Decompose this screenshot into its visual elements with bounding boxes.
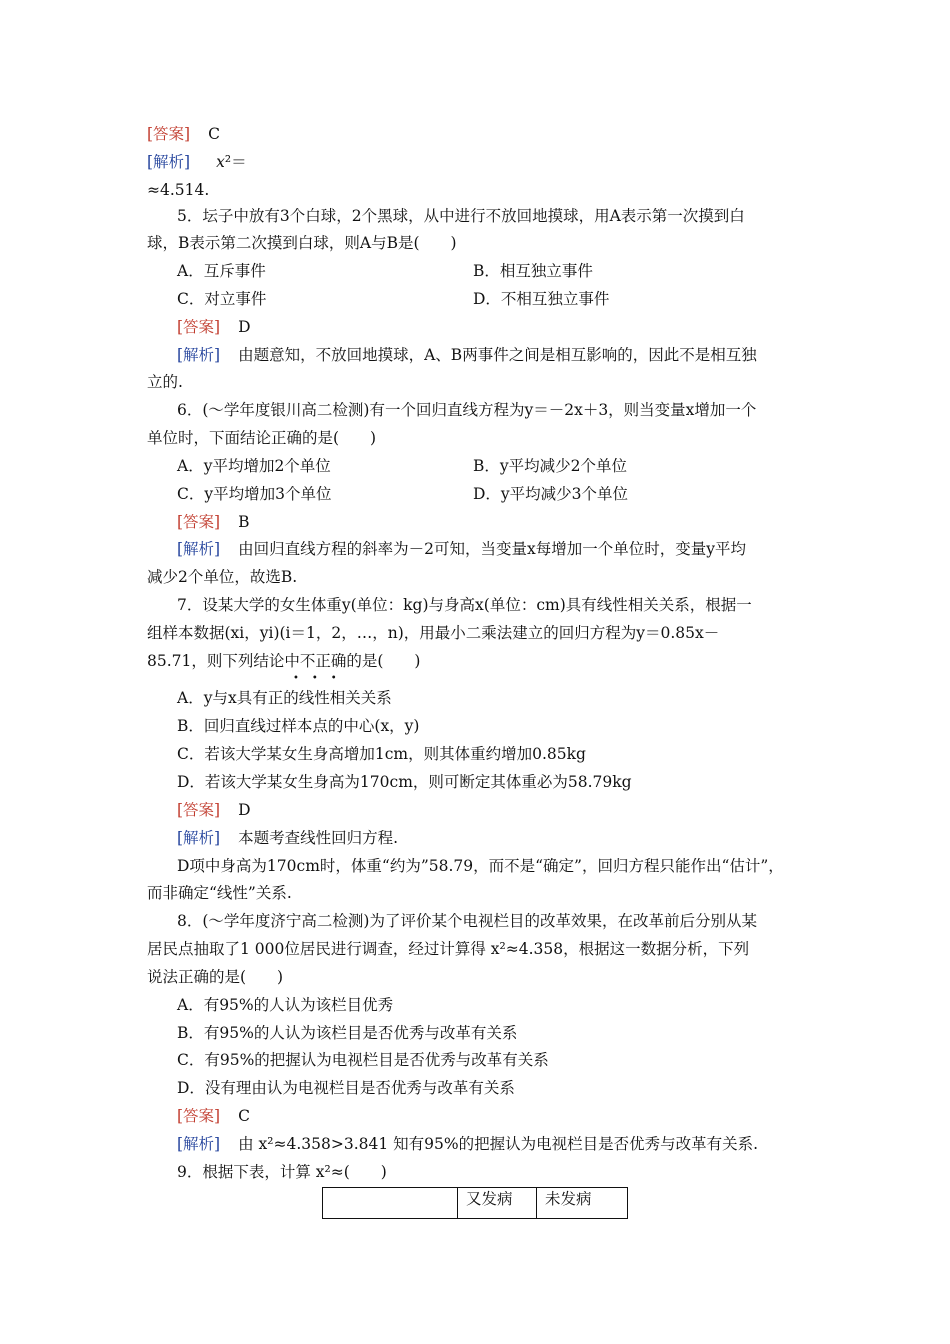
answer-tag: [答案] bbox=[177, 801, 221, 819]
q5-stem-1: 5．坛子中放有3个白球，2个黑球，从中进行不放回地摸球，用A表示第一次摸到白 bbox=[177, 207, 745, 225]
analysis-tag: [解析] bbox=[177, 346, 221, 364]
q7-option-d: D．若该大学某女生身高为170cm，则可断定其体重必为58.79kg bbox=[177, 773, 632, 791]
q6-option-d: D．y平均减少3个单位 bbox=[473, 485, 629, 503]
q7-analysis-line bbox=[177, 828, 398, 848]
table-header-cell: 又发病 bbox=[458, 1188, 537, 1219]
q5-option-a: A．互斥事件 bbox=[177, 262, 266, 280]
q6-analysis-1: 由回归直线方程的斜率为－2可知，当变量x每增加一个单位时，变量y平均 bbox=[238, 540, 746, 558]
q5-answer: D bbox=[238, 318, 251, 336]
q5-option-d: D．不相互独立事件 bbox=[473, 290, 610, 308]
q6-analysis-2: 减少2个单位，故选B. bbox=[147, 568, 298, 586]
q8-option-d: D．没有理由认为电视栏目是否优秀与改革有关系 bbox=[177, 1079, 515, 1097]
q4-result: ≈4.514. bbox=[147, 181, 210, 199]
table-row bbox=[323, 1188, 628, 1219]
q9-stem: 9．根据下表，计算 x²≈( ) bbox=[177, 1163, 387, 1181]
q8-answer-line bbox=[177, 1106, 250, 1126]
q8-option-c: C．有95%的把握认为电视栏目是否优秀与改革有关系 bbox=[177, 1051, 549, 1069]
answer-tag: [答案] bbox=[177, 1107, 221, 1125]
q6-analysis-line bbox=[177, 539, 746, 559]
q8-stem-3: 说法正确的是( ) bbox=[147, 968, 284, 986]
q5-analysis-2: 立的. bbox=[147, 373, 183, 391]
q7-stem-3: 85.71，则下列结论中不正确的是( ) bbox=[147, 652, 421, 670]
q6-option-c: C．y平均增加3个单位 bbox=[177, 485, 332, 503]
q6-stem-2: 单位时，下面结论正确的是( ) bbox=[147, 429, 377, 447]
q8-analysis-line bbox=[177, 1134, 758, 1154]
q9-table bbox=[322, 1187, 628, 1219]
q5-analysis-line bbox=[177, 345, 757, 365]
q4-answer-line bbox=[147, 124, 220, 144]
q8-stem-2: 居民点抽取了1 000位居民进行调查，经过计算得 x²≈4.358，根据这一数据分析，下列 bbox=[147, 940, 750, 958]
answer-tag: [答案] bbox=[177, 513, 221, 531]
analysis-tag: [解析] bbox=[147, 153, 191, 171]
answer-tag: [答案] bbox=[147, 125, 191, 143]
q4-analysis-var: x bbox=[216, 153, 225, 171]
q7-analysis: 本题考查线性回归方程. bbox=[238, 829, 399, 847]
q8-stem-1: 8．(～学年度济宁高二检测)为了评价某个电视栏目的改革效果，在改革前后分别从某 bbox=[177, 912, 757, 930]
table-header-cell: 未发病 bbox=[537, 1188, 628, 1219]
q6-answer-line bbox=[177, 512, 250, 532]
table-header-cell bbox=[323, 1188, 458, 1219]
q4-analysis-line bbox=[147, 152, 247, 172]
q4-analysis-tail: ²＝ bbox=[224, 153, 247, 171]
q5-option-c: C．对立事件 bbox=[177, 290, 267, 308]
q7-answer: D bbox=[238, 801, 251, 819]
q7-option-a: A．y与x具有正的线性相关关系 bbox=[177, 689, 392, 707]
q6-stem-1: 6．(～学年度银川高二检测)有一个回归直线方程为y＝－2x＋3，则当变量x增加一个 bbox=[177, 401, 757, 419]
q7-stem-1: 7．设某大学的女生体重y(单位：kg)与身高x(单位：cm)具有线性相关关系，根据一 bbox=[177, 596, 752, 614]
q7-note-1: D项中身高为170cm时，体重“约为”58.79，而不是“确定”，回归方程只能作出“估计”， bbox=[177, 857, 784, 875]
q7-option-c: C．若该大学某女生身高增加1cm，则其体重约增加0.85kg bbox=[177, 745, 586, 763]
q5-analysis-1: 由题意知，不放回地摸球，A、B两事件之间是相互影响的，因此不是相互独 bbox=[238, 346, 757, 364]
q7-stem-2: 组样本数据(xi，yi)(i＝1，2，…，n)，用最小二乘法建立的回归方程为y＝0.85x－ bbox=[147, 624, 720, 642]
q8-option-b: B．有95%的人认为该栏目是否优秀与改革有关系 bbox=[177, 1024, 518, 1042]
q4-answer: C bbox=[208, 125, 220, 143]
q7-option-b: B．回归直线过样本点的中心(x，y) bbox=[177, 717, 420, 735]
analysis-tag: [解析] bbox=[177, 829, 221, 847]
q6-option-a: A．y平均增加2个单位 bbox=[177, 457, 331, 475]
q7-answer-line bbox=[177, 800, 251, 820]
q6-option-b: B．y平均减少2个单位 bbox=[473, 457, 628, 475]
q5-answer-line bbox=[177, 317, 251, 337]
q7-note-2: 而非确定“线性”关系. bbox=[147, 884, 292, 902]
q8-answer: C bbox=[238, 1107, 250, 1125]
analysis-tag: [解析] bbox=[177, 1135, 221, 1153]
answer-tag: [答案] bbox=[177, 318, 221, 336]
q8-option-a: A．有95%的人认为该栏目优秀 bbox=[177, 996, 394, 1014]
q8-analysis: 由 x²≈4.358>3.841 知有95%的把握认为电视栏目是否优秀与改革有关系. bbox=[238, 1135, 759, 1153]
q5-stem-2: 球，B表示第二次摸到白球，则A与B是( ) bbox=[147, 234, 457, 252]
q5-option-b: B．相互独立事件 bbox=[473, 262, 593, 280]
q6-answer: B bbox=[238, 513, 250, 531]
emphasis-dots: ••• bbox=[293, 673, 350, 684]
analysis-tag: [解析] bbox=[177, 540, 221, 558]
